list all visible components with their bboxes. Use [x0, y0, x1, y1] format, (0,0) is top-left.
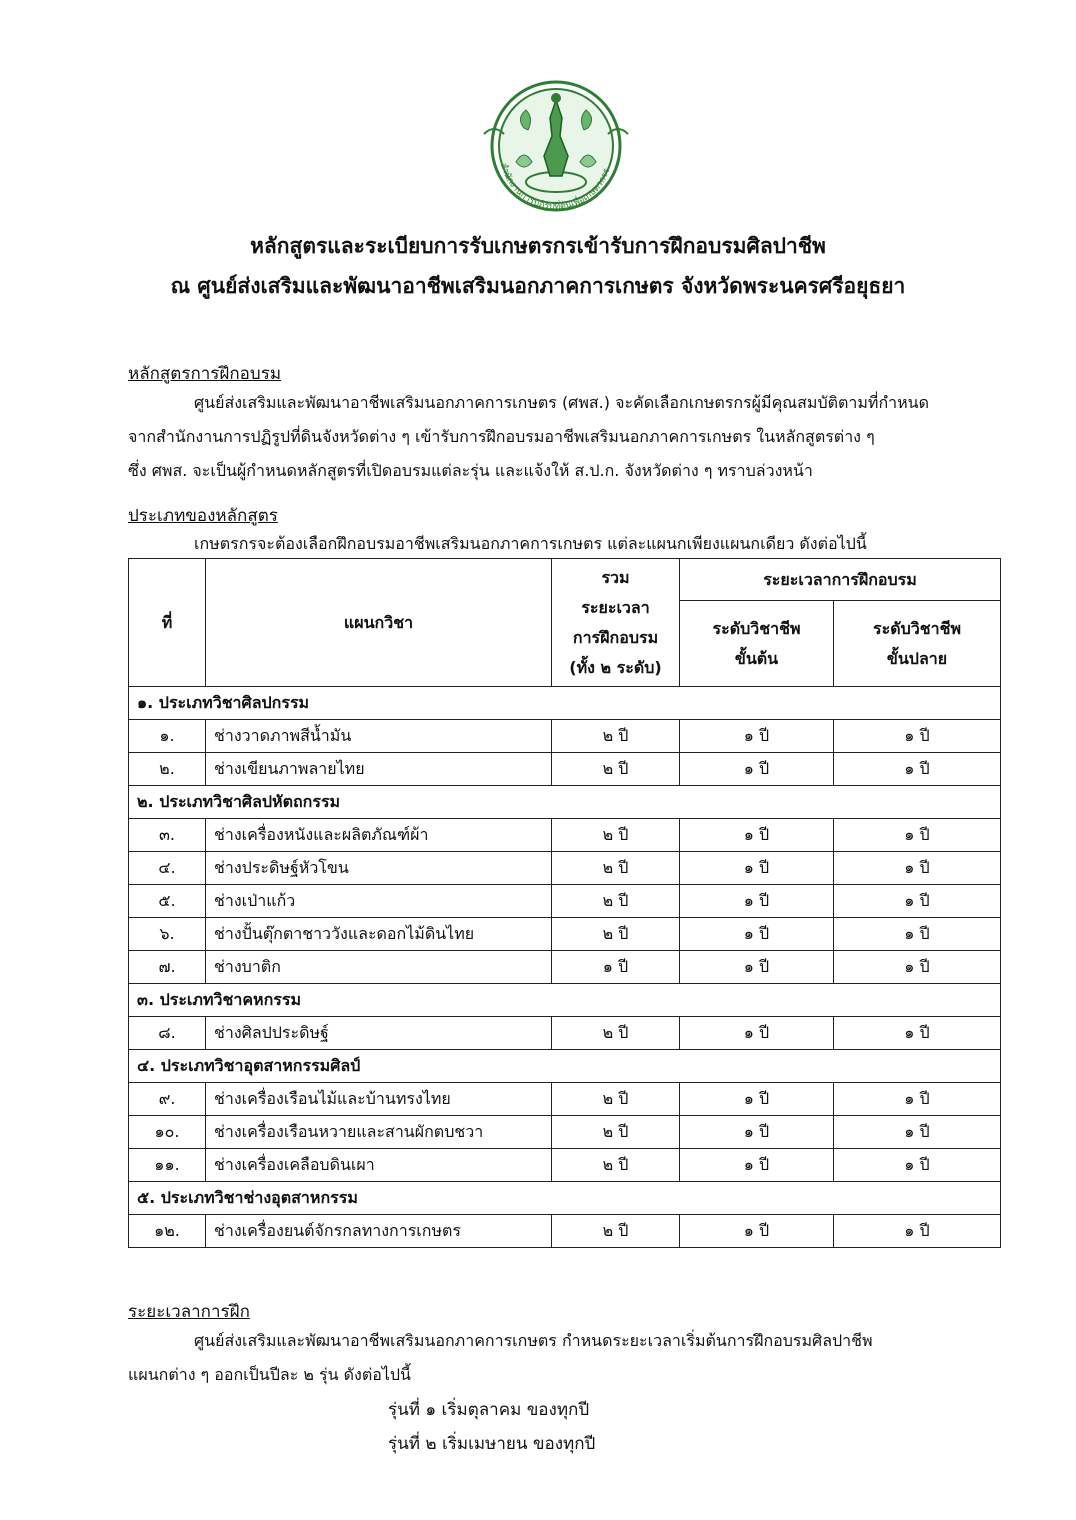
row-basic: ๑ ปี — [680, 951, 834, 984]
row-total: ๒ ปี — [552, 1215, 680, 1248]
row-no: ๓. — [129, 819, 206, 852]
row-basic: ๑ ปี — [680, 1215, 834, 1248]
row-basic: ๑ ปี — [680, 885, 834, 918]
training-period-line-2: แผนกต่าง ๆ ออกเป็นปีละ ๒ รุ่น ดังต่อไปนี้ — [128, 1365, 411, 1384]
row-advanced: ๑ ปี — [834, 918, 1001, 951]
category-row — [129, 1050, 1001, 1083]
row-advanced: ๑ ปี — [834, 852, 1001, 885]
row-name: ช่างเครื่องเคลือบดินเผา — [206, 1149, 552, 1182]
row-advanced: ๑ ปี — [834, 1116, 1001, 1149]
row-no: ๑๒. — [129, 1215, 206, 1248]
table-row — [129, 1017, 1001, 1050]
row-total: ๒ ปี — [552, 720, 680, 753]
row-no: ๖. — [129, 918, 206, 951]
header-no: ที่ — [129, 559, 206, 687]
row-basic: ๑ ปี — [680, 753, 834, 786]
table-row — [129, 1215, 1001, 1248]
row-advanced: ๑ ปี — [834, 819, 1001, 852]
row-advanced: ๑ ปี — [834, 720, 1001, 753]
header-advanced-line-2: ขั้นปลาย — [886, 648, 948, 668]
seal-text: สำนักงานการปฏิรูปที่ดินเพื่อเกษตรกรร — [497, 161, 613, 213]
row-basic: ๑ ปี — [680, 1017, 834, 1050]
row-no: ๑. — [129, 720, 206, 753]
table-row — [129, 1149, 1001, 1182]
course-table-body — [129, 687, 1001, 1248]
table-row — [129, 1116, 1001, 1149]
section-heading-curriculum: หลักสูตรการฝึกอบรม — [128, 364, 282, 384]
header-total-duration — [552, 559, 680, 687]
category-label: ๑. ประเภทวิชาศิลปกรรม — [129, 687, 1001, 720]
row-name: ช่างเครื่องเรือนไม้และบ้านทรงไทย — [206, 1083, 552, 1116]
header-basic-line-1: ระดับวิชาชีพ — [712, 618, 801, 638]
row-advanced: ๑ ปี — [834, 951, 1001, 984]
row-total: ๒ ปี — [552, 819, 680, 852]
category-label: ๕. ประเภทวิชาช่างอุตสาหกรรม — [129, 1182, 1001, 1215]
section-heading-course-types: ประเภทของหลักสูตร — [128, 506, 278, 526]
row-basic: ๑ ปี — [680, 852, 834, 885]
row-advanced: ๑ ปี — [834, 1083, 1001, 1116]
row-total: ๒ ปี — [552, 1017, 680, 1050]
table-row — [129, 819, 1001, 852]
row-advanced: ๑ ปี — [834, 753, 1001, 786]
category-row — [129, 1182, 1001, 1215]
table-row — [129, 1083, 1001, 1116]
row-name: ช่างเป่าแก้ว — [206, 885, 552, 918]
header-basic-line-2: ขั้นต้น — [734, 648, 779, 668]
header-total-line-1: รวม — [601, 567, 630, 587]
table-row — [129, 918, 1001, 951]
row-basic: ๑ ปี — [680, 918, 834, 951]
curriculum-paragraph-line-3: ซึ่ง ศพส. จะเป็นผู้กำหนดหลักสูตรที่เปิดอบรมแต่ละรุ่น และแจ้งให้ ส.ป.ก. จังหวัดต่าง ๆ ทราบล่วงหน้า — [128, 461, 813, 480]
header-advanced-line-1: ระดับวิชาชีพ — [873, 618, 961, 638]
row-basic: ๑ ปี — [680, 1149, 834, 1182]
row-basic: ๑ ปี — [680, 819, 834, 852]
category-row — [129, 984, 1001, 1017]
row-basic: ๑ ปี — [680, 1083, 834, 1116]
row-no: ๔. — [129, 852, 206, 885]
row-total: ๒ ปี — [552, 753, 680, 786]
section-heading-training-period: ระยะเวลาการฝึก — [128, 1302, 250, 1322]
document-title-line-2: ณ ศูนย์ส่งเสริมและพัฒนาอาชีพเสริมนอกภาคการเกษตร จังหวัดพระนครศรีอยุธยา — [170, 274, 906, 298]
row-no: ๕. — [129, 885, 206, 918]
header-total-line-2: ระยะเวลา — [581, 597, 650, 617]
row-name: ช่างปั้นตุ๊กตาชาววังและดอกไม้ดินไทย — [206, 918, 552, 951]
row-basic: ๑ ปี — [680, 720, 834, 753]
row-no: ๑๑. — [129, 1149, 206, 1182]
row-advanced: ๑ ปี — [834, 885, 1001, 918]
row-name: ช่างเขียนภาพลายไทย — [206, 753, 552, 786]
intake-2-start: รุ่นที่ ๒ เริ่มเมษายน ของทุกปี — [388, 1434, 596, 1454]
row-name: ช่างเครื่องหนังและผลิตภัณฑ์ผ้า — [206, 819, 552, 852]
row-name: ช่างวาดภาพสีน้ำมัน — [206, 720, 552, 753]
row-no: ๑๐. — [129, 1116, 206, 1149]
row-total: ๒ ปี — [552, 1116, 680, 1149]
row-no: ๗. — [129, 951, 206, 984]
header-training-period: ระยะเวลาการฝึกอบรม — [680, 559, 1001, 601]
course-table — [128, 558, 1001, 1248]
row-advanced: ๑ ปี — [834, 1149, 1001, 1182]
office-seal-logo — [480, 78, 632, 230]
intake-1-start: รุ่นที่ ๑ เริ่มตุลาคม ของทุกปี — [388, 1400, 590, 1420]
row-name: ช่างประดิษฐ์หัวโขน — [206, 852, 552, 885]
header-advanced-level — [834, 601, 1001, 687]
table-row — [129, 753, 1001, 786]
curriculum-paragraph-line-2: จากสำนักงานการปฏิรูปที่ดินจังหวัดต่าง ๆ เข้ารับการฝึกอบรมอาชีพเสริมนอกภาคการเกษตร ในหลักสูตรต่าง ๆ — [128, 427, 875, 446]
row-advanced: ๑ ปี — [834, 1017, 1001, 1050]
header-department: แผนกวิชา — [206, 559, 552, 687]
row-total: ๑ ปี — [552, 951, 680, 984]
table-row — [129, 951, 1001, 984]
row-total: ๒ ปี — [552, 885, 680, 918]
table-row — [129, 885, 1001, 918]
category-row — [129, 687, 1001, 720]
row-no: ๙. — [129, 1083, 206, 1116]
row-name: ช่างเครื่องยนต์จักรกลทางการเกษตร — [206, 1215, 552, 1248]
row-total: ๒ ปี — [552, 852, 680, 885]
row-total: ๒ ปี — [552, 918, 680, 951]
category-label: ๒. ประเภทวิชาศิลปหัตถกรรม — [129, 786, 1001, 819]
row-total: ๒ ปี — [552, 1149, 680, 1182]
category-label: ๔. ประเภทวิชาอุตสาหกรรมศิลป์ — [129, 1050, 1001, 1083]
row-no: ๒. — [129, 753, 206, 786]
row-name: ช่างเครื่องเรือนหวายและสานผักตบชวา — [206, 1116, 552, 1149]
row-advanced: ๑ ปี — [834, 1215, 1001, 1248]
course-types-intro: เกษตรกรจะต้องเลือกฝึกอบรมอาชีพเสริมนอกภาคการเกษตร แต่ละแผนกเพียงแผนกเดียว ดังต่อไปนี้ — [194, 534, 867, 553]
document-title-line-1: หลักสูตรและระเบียบการรับเกษตรกรเข้ารับการฝึกอบรมศิลปาชีพ — [250, 234, 826, 258]
curriculum-paragraph-line-1: ศูนย์ส่งเสริมและพัฒนาอาชีพเสริมนอกภาคการเกษตร (ศพส.) จะคัดเลือกเกษตรกรผู้มีคุณสมบัติตามที่กำหนด — [194, 393, 930, 412]
seal-icon — [480, 78, 632, 230]
table-row — [129, 852, 1001, 885]
category-row — [129, 786, 1001, 819]
row-total: ๒ ปี — [552, 1083, 680, 1116]
table-row — [129, 720, 1001, 753]
header-total-line-3: การฝึกอบรม — [572, 627, 659, 647]
training-period-line-1: ศูนย์ส่งเสริมและพัฒนาอาชีพเสริมนอกภาคการเกษตร กำหนดระยะเวลาเริ่มต้นการฝึกอบรมศิลปาชีพ — [194, 1331, 873, 1350]
category-label: ๓. ประเภทวิชาคหกรรม — [129, 984, 1001, 1017]
row-name: ช่างบาติก — [206, 951, 552, 984]
header-total-line-4: (ทั้ง ๒ ระดับ) — [569, 657, 662, 677]
row-basic: ๑ ปี — [680, 1116, 834, 1149]
row-name: ช่างศิลปประดิษฐ์ — [206, 1017, 552, 1050]
header-basic-level — [680, 601, 834, 687]
row-no: ๘. — [129, 1017, 206, 1050]
